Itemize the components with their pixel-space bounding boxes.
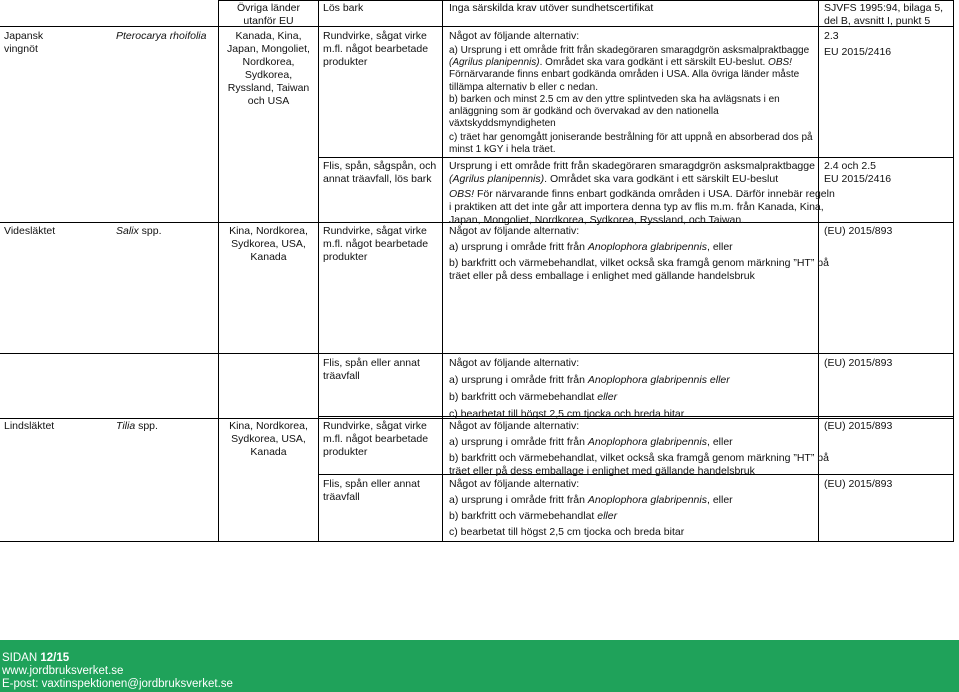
reference-cell: (EU) 2015/893 [824,225,893,237]
commodity-cell: Flis, spån eller annat träavfall [323,357,420,382]
requirement-text: Något av följande alternativ: a) ursprung i område fritt från Anoplophora glabripennis, eller b) barkfritt och värmebehandlat, vilket också ska framgå genom märkning ”HT” på träet eller på dess emballage i enlighet med gällande handelsbruk [449,420,829,477]
species-latin: Pterocarya rhoifolia [116,30,207,42]
commodity-cell: Rundvirke, sågat virke m.fl. något bearbetade produkter [323,420,429,458]
origin-countries: Kina, Nordkorea, Sydkorea, USA, Kanada [229,225,308,263]
grid-line [218,0,954,1]
header-requirement: Inga särskilda krav utöver sundhetscertifikat [449,2,654,14]
requirement-option-b: b) barken och minst 2.5 cm av den yttre splintveden ska ha avlägsnats i en anläggning som är godkänd och övervakad av den nationella växtskyddsmyndigheten [449,94,780,130]
grid-line [442,0,443,542]
commodity-cell: Flis, spån eller annat träavfall [323,478,420,503]
grid-line [953,0,954,542]
reference-cell: 2.3 EU 2015/2416 [824,30,892,58]
origin-countries: Kina, Nordkorea, Sydkorea, USA, Kanada [229,420,308,458]
requirement-head: Något av följande alternativ: [449,30,580,42]
requirement-text: Något av följande alternativ: a) ursprung i område fritt från Anoplophora glabripennis eller b) barkfritt och värmebehandlat eller c) bearbetat till högst 2,5 cm tjocka och breda bitar [449,357,730,420]
species-latin: Tilia spp. [116,420,158,432]
reference-cell: (EU) 2015/893 [824,420,893,432]
commodity-cell: Rundvirke, sågat virke m.fl. något bearbetade produkter [323,225,429,263]
grid-line [318,0,319,542]
requirement-text: Något av följande alternativ: a) ursprung i område fritt från Anoplophora glabripennis, eller b) barkfritt och värmebehandlat eller c) bearbetat till högst 2,5 cm tjocka och breda bitar [449,478,733,538]
commodity-cell: Rundvirke, sågat virke m.fl. något bearbetade produkter [323,30,429,68]
reference-cell: (EU) 2015/893 [824,478,893,490]
species-name: Lindsläktet [4,420,55,432]
reference-cell: 2.4 och 2.5 EU 2015/2416 [824,160,892,185]
species-latin: Salix spp. [116,225,162,237]
page-footer [0,640,959,692]
grid-line [0,353,954,354]
header-reference: SJVFS 1995:94, bilaga 5, del B, avsnitt I, punkt 5 [824,2,944,27]
reference-cell: (EU) 2015/893 [824,357,893,369]
grid-line [318,157,954,158]
email-link[interactable]: E-post: vaxtinspektionen@jordbruksverket.se [2,678,233,690]
requirement-option-c: c) träet har genomgått joniserande bestrålning för att uppnå en absorberad dos på minst 1 kGY i hela träet. [449,132,813,156]
commodity-cell: Flis, spån, sågspån, och annat träavfall, lös bark [323,160,437,185]
requirement-text: Något av följande alternativ: a) ursprung i område fritt från Anoplophora glabripennis, eller b) barkfritt och värmebehandlat, vilket också ska framgå genom märkning ”HT” på träet eller på dess emballage i enlighet med gällande handelsbruk [449,225,829,282]
requirement-text: Ursprung i ett område fritt från skadegöraren smaragdgrön asksmalpraktbagge (Agrilus planipennis). Området ska vara godkänt i ett särskilt EU-beslut OBS! För närvarande finns enbart godkända områden i USA. Därför innebär regeln i praktiken att det inte går att importera denna typ av flis m.m. från Kanada, Kina, Japan, Mongoliet, Nordkorea, Sydkorea, Ryssland, och Taiwan. [449,160,835,226]
grid-line [0,26,954,27]
header-commodity: Lös bark [323,2,364,14]
website-link[interactable]: www.jordbruksverket.se [2,665,124,677]
origin-countries: Kanada, Kina, Japan, Mongoliet, Nordkorea, Sydkorea, Ryssland, Taiwan och USA [227,30,310,107]
species-name: Japansk vingnöt [4,30,44,55]
requirement-option-a: a) Ursprung i ett område fritt från skadegöraren smaragdgrön asksmalpraktbagge (Agrilus planipennis). Området ska vara godkänt i ett särskilt EU-beslut. OBS! Förnärvarande finns enbart godkända områden i USA. Alla övriga länder måste tillämpa alternativ b eller c nedan. [449,45,810,93]
header-origin: Övriga länder utanför EU [236,2,301,27]
page-number: SIDAN 12/15 [2,652,70,664]
grid-line [0,541,954,542]
species-name: Videsläktet [4,225,56,237]
